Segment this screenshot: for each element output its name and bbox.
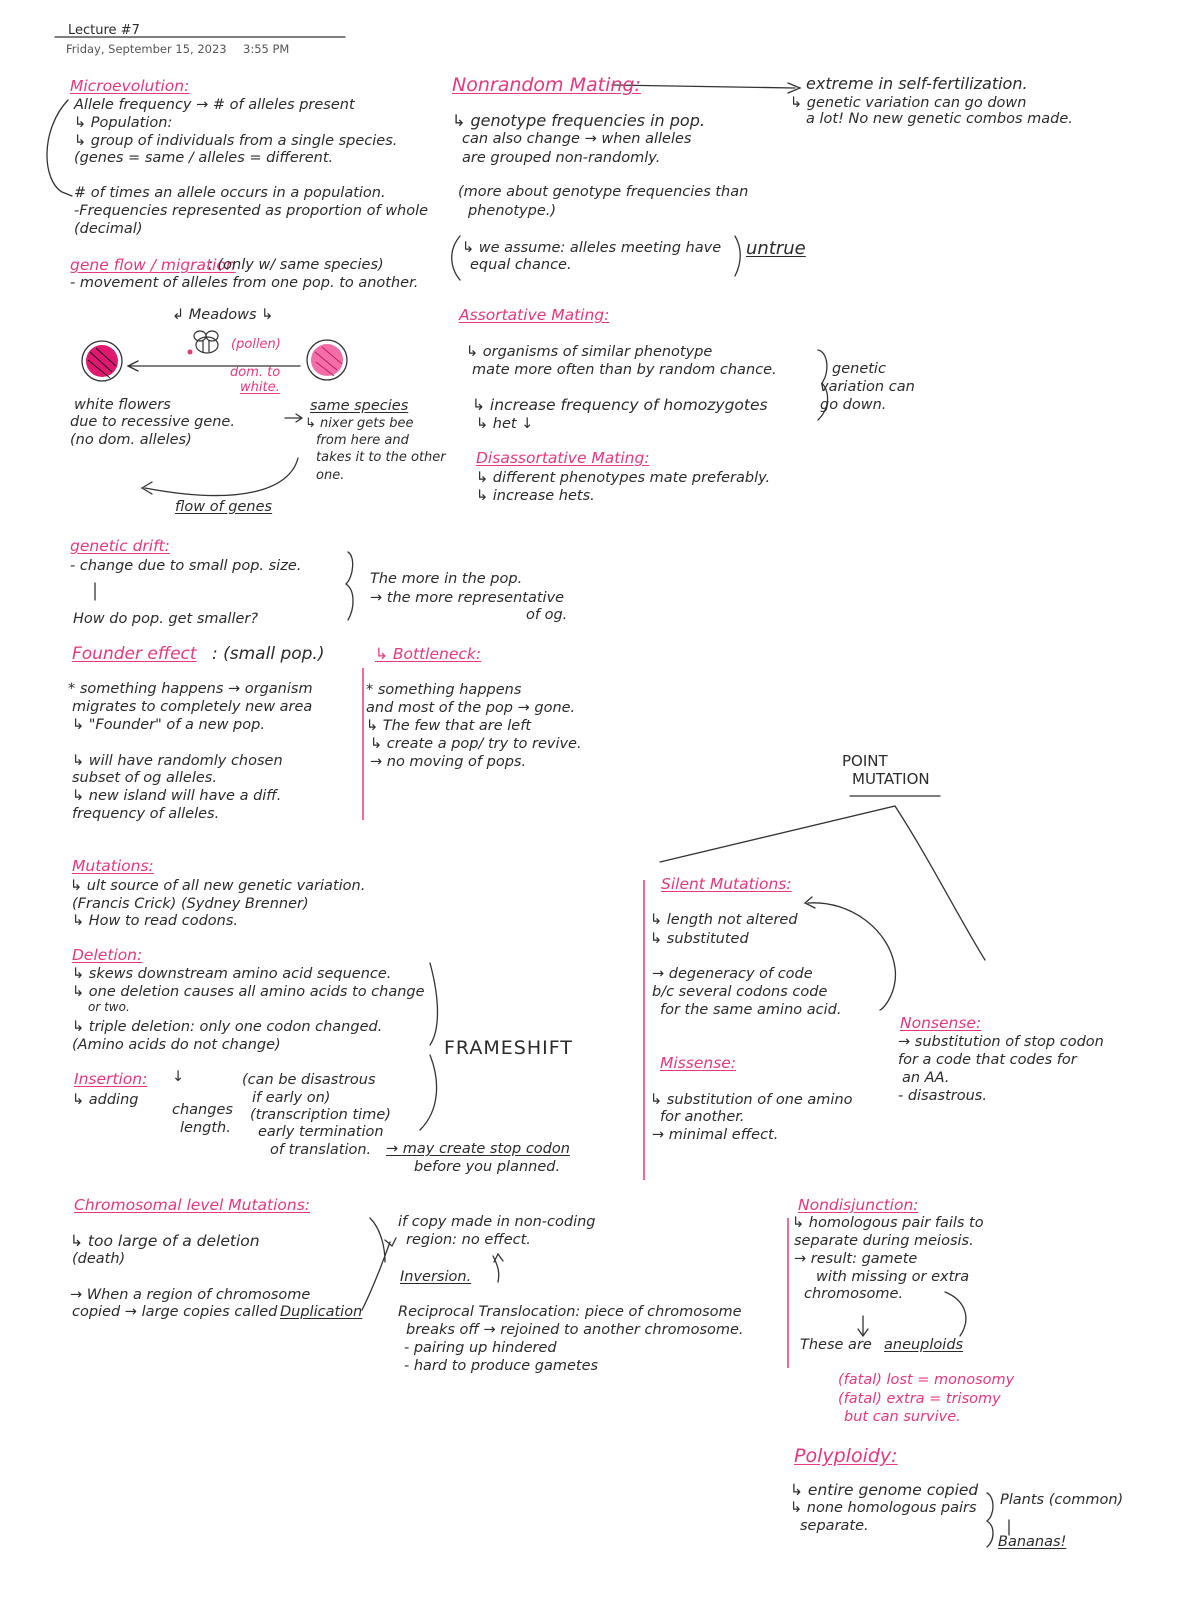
text-line: ↳ too large of a deletion [70,1232,260,1250]
text-line: white. [240,380,280,395]
text-line: ↳ will have randomly chosen [72,753,283,769]
text-line: (transcription time) [250,1107,391,1123]
text-line: ↳ Population: [74,115,173,131]
text-line: if early on) [252,1090,331,1106]
text-line: How do pop. get smaller? [73,611,259,627]
text-line: - movement of alleles from one pop. to another. [70,275,419,291]
text-line: ↳ het ↓ [476,416,534,432]
text-line: (genes = same / alleles = different. [74,150,334,166]
divider-line [362,668,364,820]
heading-founder-effect: Founder effect [72,644,197,664]
pollen-label: (pollen) [231,337,281,352]
text-line: POINT [842,752,888,770]
heading-assortative-mating: Assortative Mating: [459,306,610,324]
text-line: separate during meiosis. [794,1233,974,1249]
text-line: Reciprocal Translocation: piece of chromosome [398,1304,742,1320]
flower-left-icon [82,341,122,381]
time: 3:55 PM [243,42,290,56]
heading-missense: Missense: [660,1054,737,1072]
text-line: are grouped non-randomly. [462,150,661,166]
text-line: → no moving of pops. [370,754,527,770]
text-line: ↳ homologous pair fails to [792,1215,984,1231]
text-line: ↳ we assume: alleles meeting have [462,240,722,256]
text-line: copied → large copies called [72,1304,278,1320]
heading-gene-flow: gene flow / migration [70,256,236,274]
text-line: frequency of alleles. [72,806,220,822]
text-line: if copy made in non-coding [398,1214,596,1230]
text-line: ↳ genetic variation can go down [790,95,1027,111]
text-line: - hard to produce gametes [404,1358,599,1374]
text-line: go down. [820,397,887,413]
text-line: (no dom. alleles) [70,432,192,448]
text-line: # of times an allele occurs in a population. [74,185,386,201]
text-line: ↳ new island will have a diff. [72,788,282,804]
text-line: These are [800,1337,872,1353]
heading-nonrandom-mating: Nonrandom Mating: [452,74,641,96]
text-line: ↳ create a pop/ try to revive. [370,736,582,752]
text-line: ↳ adding [72,1092,139,1108]
heading-genetic-drift: genetic drift: [70,537,170,555]
text-line: (can be disastrous [242,1072,376,1088]
text-line: (death) [72,1251,126,1267]
text-line: breaks off → rejoined to another chromosome. [406,1322,744,1338]
heading-deletion: Deletion: [72,946,143,964]
text-line: Allele frequency → # of alleles present [74,97,355,113]
text-line: : (only w/ same species) [208,257,384,273]
text-line: ↳ substituted [650,931,749,947]
text-line: → may create stop codon [386,1141,570,1157]
text-line: (decimal) [74,221,143,237]
text-line: early termination [258,1124,384,1140]
text-line: takes it to the other [316,450,446,465]
same-species-label: same species [310,398,409,414]
heading-nondisjunction: Nondisjunction: [798,1196,919,1214]
flow-of-genes-label: flow of genes [175,499,273,515]
text-line: an AA. [902,1070,950,1086]
text-line: length. [180,1120,231,1136]
text-line: * something happens → organism [68,681,313,697]
text-line: migrates to completely new area [72,699,313,715]
text-line: due to recessive gene. [70,414,235,430]
text-line: can also change → when alleles [462,131,692,147]
heading-microevolution: Microevolution: [70,77,190,95]
text-line: - change due to small pop. size. [70,558,302,574]
text-line: ↳ organisms of similar phenotype [466,344,713,360]
heading-polyploidy: Polyploidy: [794,1445,898,1467]
lecture-title: Lecture #7 [68,23,140,38]
bananas-label: Bananas! [998,1534,1067,1550]
text-line: chromosome. [804,1286,904,1302]
text-line: of translation. [270,1142,372,1158]
text-line: equal chance. [470,257,572,273]
text-line: of og. [526,607,568,623]
text-line: (more about genotype frequencies than [458,184,749,200]
text-line: dom. to [230,365,281,380]
text-line: -Frequencies represented as proportion of whole [74,203,429,219]
text-line: ↳ triple deletion: only one codon changed. [72,1019,383,1035]
text-line: The more in the pop. [370,571,523,587]
text-line: before you planned. [414,1159,561,1175]
text-line: ↳ entire genome copied [790,1481,979,1499]
text-line: variation can [820,379,915,395]
text-line: ↳ group of individuals from a single species. [74,133,398,149]
divider-line [787,1218,789,1368]
text-line: (Amino acids do not change) [72,1037,281,1053]
text-line: ↳ different phenotypes mate preferably. [476,470,771,486]
text-line: from here and [316,433,409,448]
text-line: mate more often than by random chance. [472,362,777,378]
text-line: ↳ skews downstream amino acid sequence. [72,966,392,982]
text-line: with missing or extra [816,1269,970,1285]
text-line: → When a region of chromosome [70,1287,311,1303]
text-line: but can survive. [844,1409,961,1425]
text-line: → degeneracy of code [652,966,813,982]
text-line: (fatal) extra = trisomy [838,1391,1001,1407]
text-line: for another. [660,1109,745,1125]
aneuploids-label: aneuploids [884,1337,964,1353]
text-line: MUTATION [852,770,930,788]
flower-right-icon [307,340,347,380]
text-line: region: no effect. [406,1232,531,1248]
heading-chromosomal-mutations: Chromosomal level Mutations: [74,1196,311,1214]
text-line: (Francis Crick) (Sydney Brenner) [72,896,309,912]
text-line: ↳ increase frequency of homozygotes [472,396,768,414]
text-line: ↳ one deletion causes all amino acids to change [72,984,425,1000]
text-line: - disastrous. [898,1088,987,1104]
text-line: for a code that codes for [898,1052,1077,1068]
text-line: → the more representative [370,590,565,606]
text-line: white flowers [74,397,171,413]
heading-nonsense: Nonsense: [900,1014,982,1032]
heading-disassortative-mating: Disassortative Mating: [476,449,650,467]
text-line: → minimal effect. [652,1127,779,1143]
text-line: → substitution of stop codon [898,1034,1104,1050]
text-line: separate. [800,1518,869,1534]
frameshift-label: FRAMESHIFT [444,1037,573,1059]
date: Friday, September 15, 2023 [66,42,227,56]
text-line: changes [172,1102,233,1118]
text-line: ↳ "Founder" of a new pop. [72,717,265,733]
untrue-label: untrue [746,238,806,259]
text-line: for the same amino acid. [660,1002,842,1018]
text-line: ↳ increase hets. [476,488,595,504]
text-line: ↳ How to read codons. [72,913,239,929]
text-line: one. [316,468,345,483]
heading-bottleneck: ↳ Bottleneck: [375,645,482,663]
text-line: ↳ nixer gets bee [305,416,414,431]
text-line: extreme in self-fertilization. [806,74,1028,93]
text-line: (fatal) lost = monosomy [838,1372,1015,1388]
heading-mutations: Mutations: [72,857,154,875]
duplication-label: Duplication [280,1304,363,1320]
text-line: : (small pop.) [212,644,325,664]
inversion-label: Inversion. [400,1269,472,1285]
text-line: ↳ genotype frequencies in pop. [452,111,705,130]
text-line: ↳ none homologous pairs [790,1500,977,1516]
text-line: * something happens [366,682,522,698]
text-line: b/c several codons code [652,984,828,1000]
text-line: - pairing up hindered [404,1340,557,1356]
text-line: phenotype.) [468,203,557,219]
heading-insertion: Insertion: [74,1070,148,1088]
meadows-label: ↲ Meadows ↳ [172,307,274,323]
text-line: and most of the pop → gone. [366,700,576,716]
bee-icon [188,331,219,355]
text-line: ↳ length not altered [650,912,798,928]
heading-silent-mutations: Silent Mutations: [661,875,792,893]
text-line: genetic [832,361,886,377]
divider-line [643,880,645,1180]
text-line: Plants (common) [1000,1492,1124,1508]
text-line: ↳ ult source of all new genetic variation. [70,878,366,894]
text-line: ↳ substitution of one amino [650,1092,853,1108]
text-line: or two. [88,1000,130,1014]
text-line: subset of og alleles. [72,770,217,786]
text-line: ↓ [172,1069,185,1085]
text-line: a lot! No new genetic combos made. [806,111,1073,127]
text-line: ↳ The few that are left [366,718,532,734]
text-line: → result: gamete [794,1251,918,1267]
